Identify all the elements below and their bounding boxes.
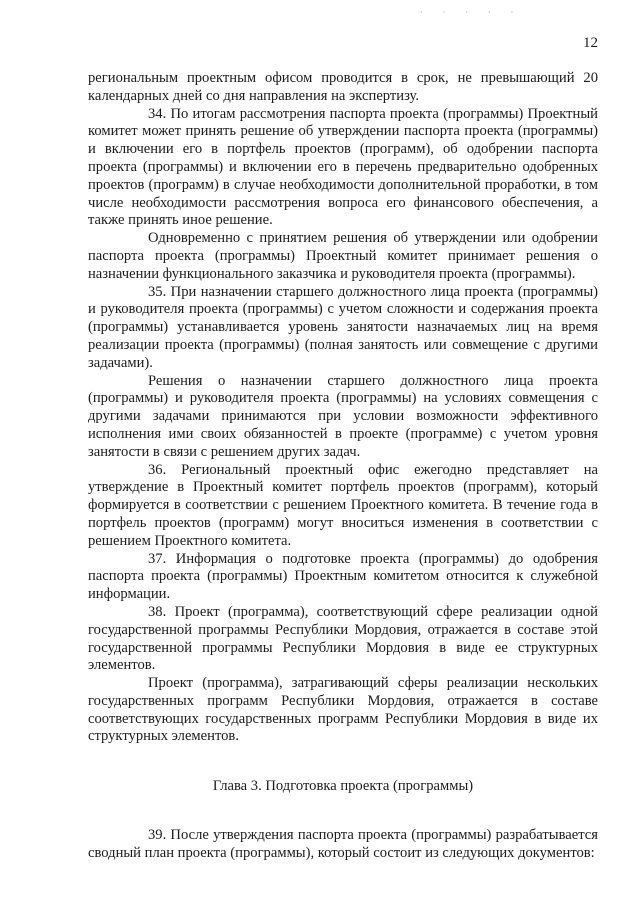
paragraph-35: 35. При назначении старшего должностного лица проекта (программы) и руководителя проекта (программы) с учетом сложности и содержания проекта (программы) устанавливается уровень занятости назначаемых лиц на время реализации проекта (программы) (полная занятость или совмещение с другими задачами). — [88, 283, 598, 371]
paragraph-34-continued: Одновременно с принятием решения об утверждении или одобрении паспорта проекта (программы) Проектный комитет принимает решения о назначении функционального заказчика и руководителя проекта (программы). — [88, 230, 598, 282]
scan-specks: · · · · · — [420, 8, 523, 17]
paragraph-39: 39. После утверждения паспорта проекта (программы) разрабатывается сводный план проекта (программы), который состоит из следующих документов: — [88, 827, 598, 861]
paragraph-continuation: региональным проектным офисом проводится в срок, не превышающий 20 календарных дней со дня направления на экспертизу. — [88, 70, 598, 104]
paragraph-36: 36. Региональный проектный офис ежегодно представляет на утверждение в Проектный комитет портфель проектов (программ), который формируется в соответствии с решением Проектного комитета. В течение года в портфель проектов (программ) могут вноситься изменения в соответствии с решением Проектного комитета. — [88, 461, 598, 549]
document-body — [88, 70, 598, 863]
chapter-title: Глава 3. Подготовка проекта (программы) — [212, 778, 474, 795]
paragraph-38-continued: Проект (программа), затрагивающий сферы реализации нескольких государственных программ Республики Мордовия, отражается в составе соответствующих государственных программ Республики Мордовия в виде их структурных элементов. — [88, 675, 598, 745]
paragraph-38: 38. Проект (программа), соответствующий сфере реализации одной государственной программы Республики Мордовия, отражается в составе этой государственной программы Республики Мордовия в виде ее структурных элементов. — [88, 603, 598, 674]
paragraph-35-continued: Решения о назначении старшего должностного лица проекта (программы) и руководителя проекта (программы) на условиях совмещения с другими задачами принимаются при условии возможности эффективного исполнения ими своих обязанностей в проекте (программе) с учетом уровня занятости в связи с решением других задач. — [88, 372, 598, 460]
page-number: 12 — [583, 35, 598, 51]
paragraph-34: 34. По итогам рассмотрения паспорта проекта (программы) Проектный комитет может принять решение об утверждении паспорта проекта (программы) и включении его в портфель проектов (программ), об одобрении паспорта проекта (программы) и включении его в перечень предварительно одобренных проектов (программ) в случае необходимости дополнительной проработки, в том числе необходимости рассмотрения вопроса его финансового обеспечения, а также принять иное решение. — [88, 105, 598, 229]
paragraph-37: 37. Информация о подготовке проекта (программы) до одобрения паспорта проекта (программы) Проектным комитетом относится к служебной информации. — [88, 550, 598, 603]
